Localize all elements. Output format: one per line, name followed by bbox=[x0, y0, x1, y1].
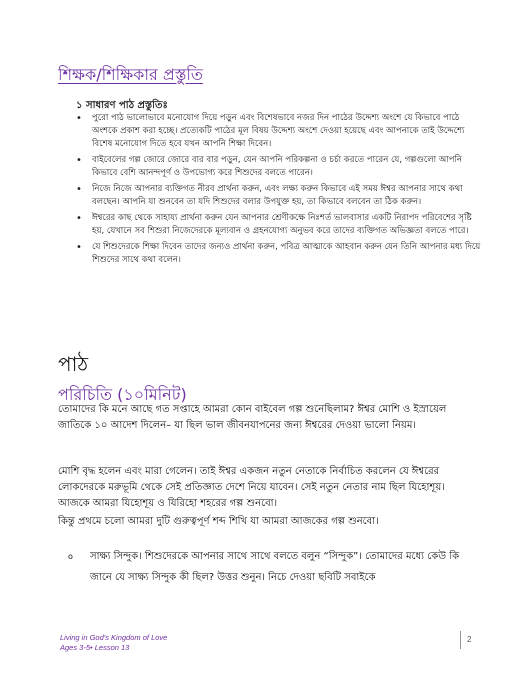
circle-bullet-icon: o bbox=[68, 552, 73, 561]
footer bbox=[60, 633, 167, 653]
page-number: 2 bbox=[460, 631, 481, 649]
list-item: • বাইবেলের গল্প জোরে জোরে বার বার পড়ুন, যেন আপনি পরিকল্পনা ও চর্চা করতে পারেন যে, গল্পগুলো আপনি কিভাবে বেশি আনন্দপূর্ণ ও উপভোগ্য করে শিশুদের বলতে পারেন। bbox=[84, 154, 484, 180]
footer-subtitle: Ages 3-5• Lesson 13 bbox=[60, 643, 130, 652]
lesson-heading: পাঠ bbox=[58, 352, 89, 376]
intro-paragraph: কিন্তু প্রথমে চলো আমরা দুটি গুরুত্বপূর্ণ শব্দ শিখি যা আমরা আজকের গল্প শুনবো। bbox=[58, 516, 379, 527]
list-item: • ঈশ্বরের কাছ থেকে সাহায্য প্রার্থনা করুন যেন আপনার শ্রেণীকক্ষে নিঃশর্ত ভালবাসার একটি নিরাপদ পরিবেশের সৃষ্টি হয়, যেখানে সব শিশুরা নিজেদেরকে মূল্যবান ও গ্রহনযোগ্য অনুভব করে তাদের ব্যক্তিগত অভিজ্ঞতা বলতে পারে। bbox=[84, 212, 484, 238]
list-item: • নিজে নিজে আপনার ব্যক্তিগত নীরব প্রার্থনা করুন, এবং লক্ষ্য করুন কিভাবে এই সময় ঈশ্বর আপনার সাথে কথা বলছেন। আপনি যা শুনবেন তা যদি শিশুদের বলার উপযুক্ত হয়, তা কিভাবে বলবেন তা ঠিক করুন। bbox=[84, 183, 484, 209]
introduction-heading: পরিচিতি (১০মিনিট) bbox=[58, 385, 187, 404]
general-prep-subheading: ১ সাধারণ পাঠ প্রস্তুতিঃ bbox=[76, 100, 168, 111]
ark-of-covenant-item bbox=[68, 546, 470, 588]
list-item: • পুরো পাঠ ভালোভাবে মনোযোগ দিয়ে পড়ুন এবং বিশেষভাবে নজর দিন পাঠের উদ্দেশ্য অংশে যে কিভাবে পাঠে অংশকে প্রকাশ করা হচ্ছে। প্রত্যেকটি পাঠের মূল বিষয় উদ্দেশ্য অংশে দেওয়া হয়েছে এবং আপনাকে তাই উদ্দেশ্যে বিশেষ মনোযোগ দিতে হবে যখন আপনি শিক্ষা দিবেন। bbox=[84, 112, 484, 151]
sub-item-text: সাক্ষ্য সিন্দুক। শিশুদেরকে আপনার সাথে সাথে বলতে বলুন “সিন্দুক”। তোমাদের মধ্যে কেউ কি জানে যে সাক্ষ্য সিন্দুক কী ছিল? উত্তর শুনুন। নিচে দেওয়া ছবিটি সবাইকে bbox=[90, 551, 460, 583]
prep-list bbox=[74, 112, 484, 270]
list-item: • যে শিশুদেরকে শিক্ষা দিবেন তাদের জন্যও প্রার্থনা করুন, পবিত্র আত্মাকে আহবান করুন যেন তিনি আপনার মধ্য দিয়ে শিশুদের সাথে কথা বলেন। bbox=[84, 241, 484, 267]
intro-paragraph: মোশি বৃদ্ধ হলেন এবং মারা গেলেন। তাই ঈশ্বর একজন নতুন নেতাকে নির্বাচিত করলেন যে ঈশ্বরের লোকদেরকে মরুভূমি থেকে সেই প্রতিজ্ঞাত দেশে নিয়ে যাবেন। সেই নতুন নেতার নাম ছিল যিহোশূয়। আজকে আমরা যিহোশূয় ও যিরিহো শহরের গল্প শুনবো। bbox=[58, 466, 445, 509]
teacher-prep-heading: শিক্ষক/শিক্ষিকার প্রস্তুতি bbox=[58, 65, 203, 84]
footer-title: Living in God's Kingdom of Love bbox=[60, 633, 168, 642]
intro-paragraph: তোমাদের কি মনে আছে গত সপ্তাহে আমরা কোন বাইবেল গল্প শুনেছিলাম? ঈশ্বর মোশি ও ইস্রায়েল জাতিকে ১০ আদেশ দিলেন– যা ছিল ভাল জীবনযাপনের জন্য ঈশ্বরের দেওয়া ভালো নিয়ম। bbox=[58, 404, 447, 431]
